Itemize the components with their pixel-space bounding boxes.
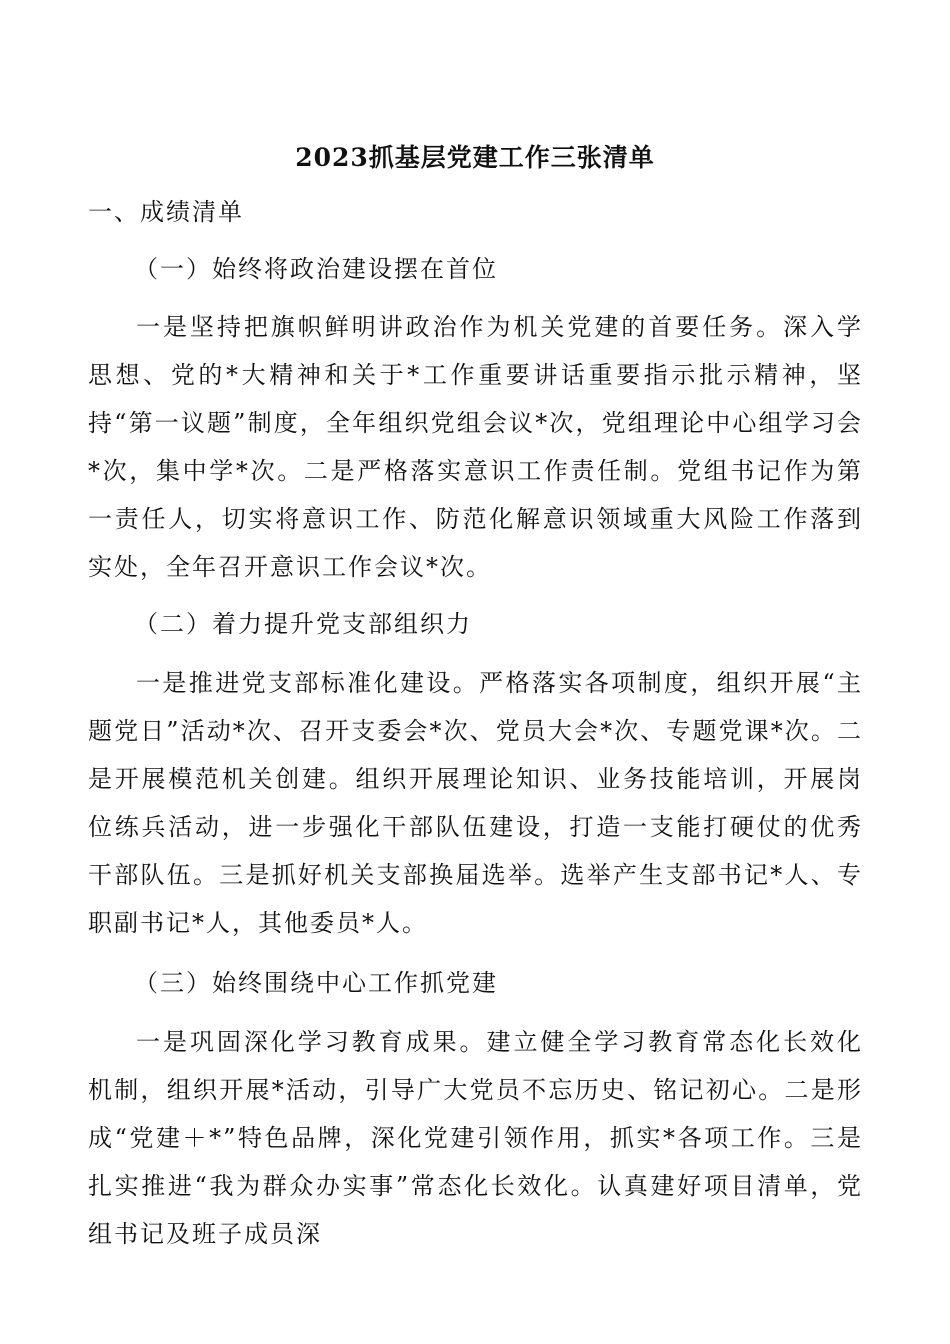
paragraph-central-work: 一是巩固深化学习教育成果。建立健全学习教育常态化长效化机制，组织开展*活动，引导广大党员不忘历史、铭记初心。二是形成“党建＋*”特色品牌，深化党建引领作用，抓实*各项工作。三是扎实推进“我为群众办实事”常态化长效化。认真建好项目清单，党组书记及班子成员深 <box>88 1028 863 1248</box>
subsection-heading-political-construction: （一）始终将政治建设摆在首位 <box>134 255 498 283</box>
paragraph-branch-organization: 一是推进党支部标准化建设。严格落实各项制度，组织开展“主题党日”活动*次、召开支委会*次、党员大会*次、专题党课*次。二是开展模范机关创建。组织开展理论知识、业务技能培训，开展岗位练兵活动，进一步强化干部队伍建设，打造一支能打硬仗的优秀干部队伍。三是抓好机关支部换届选举。选举产生支部书记*人、专职副书记*人，其他委员*人。 <box>88 669 863 937</box>
subsection-heading-central-work: （三）始终围绕中心工作抓党建 <box>134 969 498 997</box>
section-heading-achievements: 一、成绩清单 <box>88 198 244 226</box>
paragraph-political-construction: 一是坚持把旗帜鲜明讲政治作为机关党建的首要任务。深入学思想、党的*大精神和关于*工作重要讲话重要指示批示精神，坚持“第一议题”制度，全年组织党组会议*次，党组理论中心组学习会*次，集中学*次。二是严格落实意识工作责任制。党组书记作为第一责任人，切实将意识工作、防范化解意识领域重大风险工作落到实处，全年召开意识工作会议*次。 <box>88 313 863 581</box>
document-title: 2023抓基层党建工作三张清单 <box>295 143 655 172</box>
subsection-heading-branch-organization: （二）着力提升党支部组织力 <box>134 610 472 638</box>
